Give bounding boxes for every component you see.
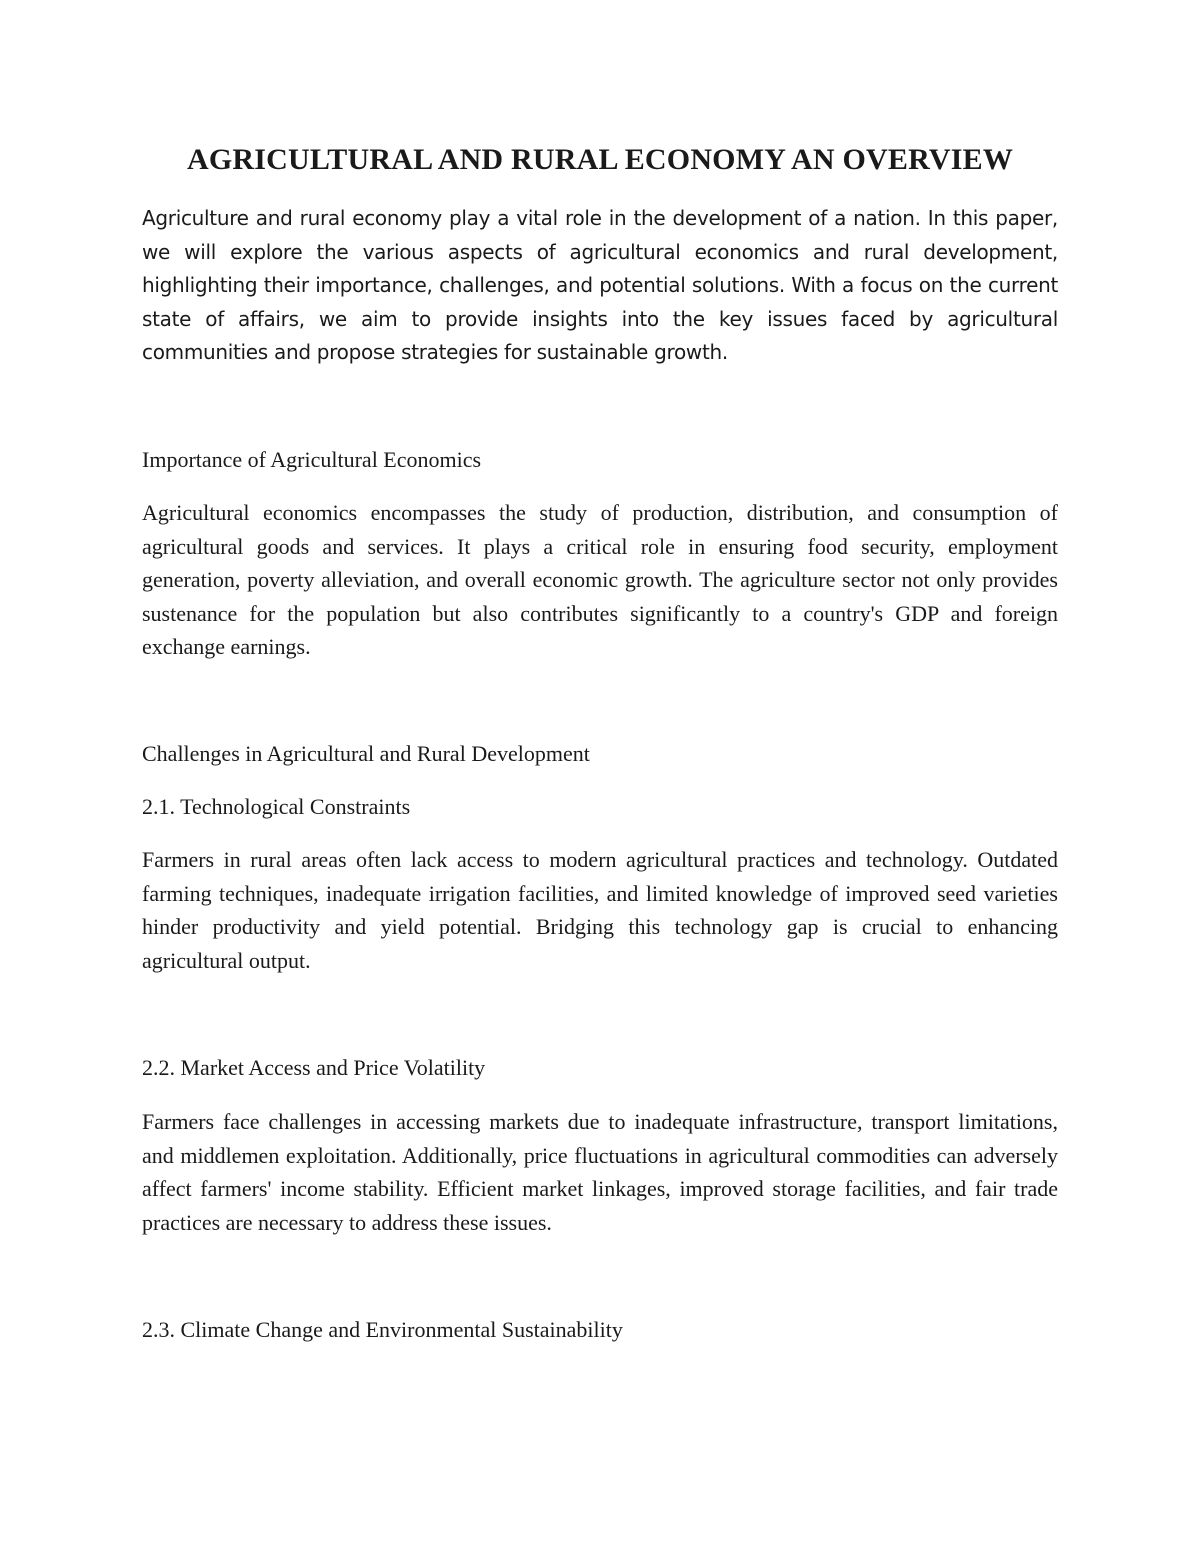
subsection-body-market: Farmers face challenges in accessing markets due to inadequate infrastructure, transport limitations, and middlemen exploitation. Additionally, price fluctuations in agricultural commodities can adversely affect farmers' income stability. Efficient market linkages, improved storage facilities, and fair trade practices are necessary to address these issues. (142, 1109, 1058, 1235)
subsection-heading-climate: 2.3. Climate Change and Environmental Sustainability (142, 1317, 623, 1342)
subsection-heading-technological: 2.1. Technological Constraints (142, 794, 411, 819)
subsection-body-technological: Farmers in rural areas often lack access to modern agricultural practices and technology. Outdated farming techniques, inadequate irrigation facilities, and limited knowledge of improved seed varieties hinder productivity and yield potential. Bridging this technology gap is crucial to enhancing agricultural output. (142, 847, 1058, 973)
section-body-importance: Agricultural economics encompasses the study of production, distribution, and consumption of agricultural goods and services. It plays a critical role in ensuring food security, employment generation, poverty alleviation, and overall economic growth. The agriculture sector not only provides sustenance for the population but also contributes significantly to a country's GDP and foreign exchange earnings. (142, 500, 1058, 659)
intro-paragraph: Agriculture and rural economy play a vital role in the development of a nation. In this paper, we will explore the various aspects of agricultural economics and rural development, highlighting their importance, challenges, and potential solutions. With a focus on the current state of affairs, we aim to provide insights into the key issues faced by agricultural communities and propose strategies for sustainable growth. (142, 206, 1058, 364)
document-title: AGRICULTURAL AND RURAL ECONOMY AN OVERVIEW (186, 143, 1014, 176)
subsection-heading-market: 2.2. Market Access and Price Volatility (142, 1055, 486, 1080)
section-heading-challenges: Challenges in Agricultural and Rural Development (142, 741, 590, 766)
section-heading-importance: Importance of Agricultural Economics (142, 447, 482, 472)
